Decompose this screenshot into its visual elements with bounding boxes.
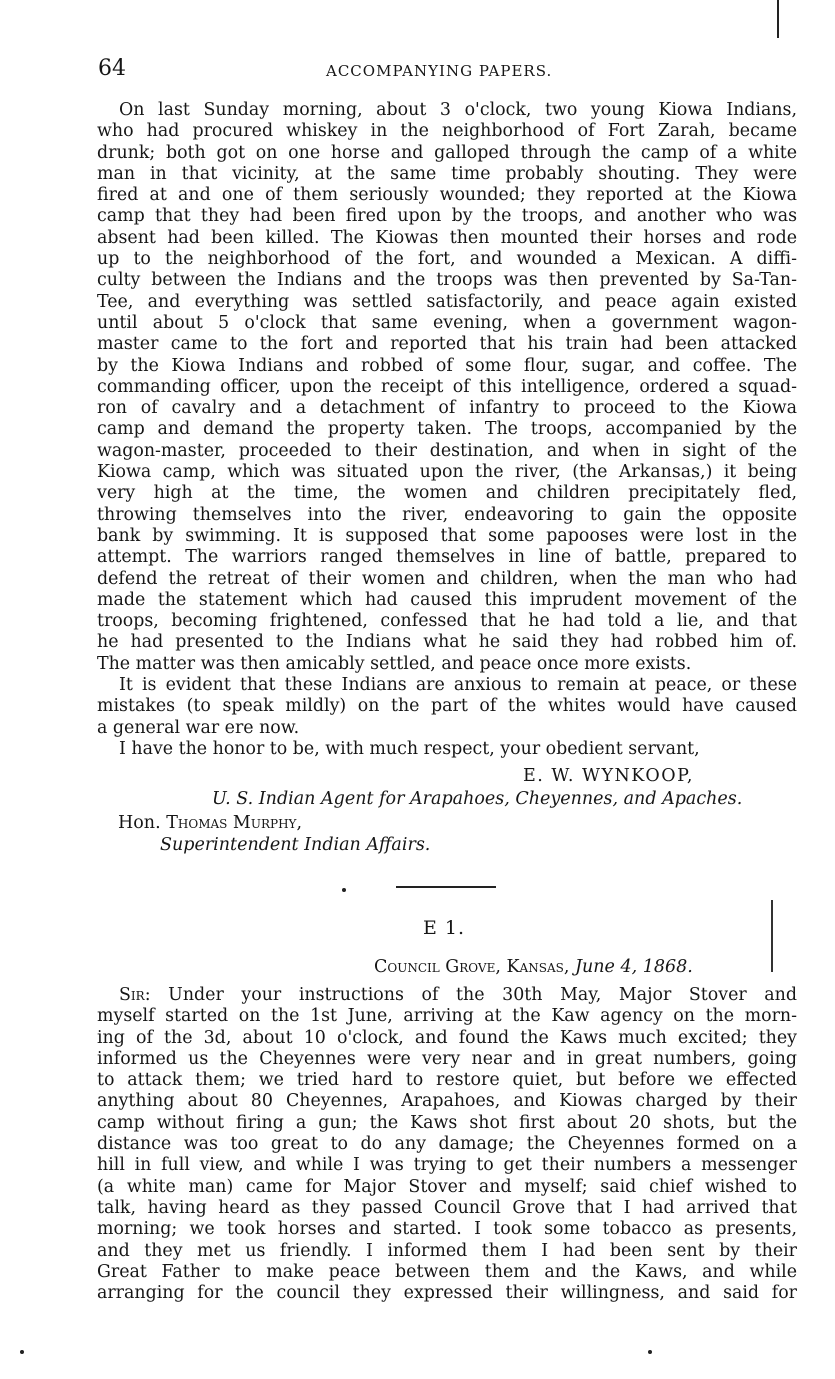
- letter-line: wagon-master, proceeded to their destination, and when in sight of the: [97, 440, 797, 461]
- report-line: informed us the Cheyennes were very near and in great numbers, going: [97, 1048, 797, 1069]
- report-line: ing of the 3d, about 10 o'clock, and found the Kaws much excited; they: [97, 1027, 797, 1048]
- section-heading: E 1.: [423, 917, 466, 939]
- print-speck: [648, 1350, 652, 1354]
- report-line: camp without firing a gun; the Kaws shot first about 20 shots, but the: [97, 1112, 797, 1133]
- letter-line: master came to the fort and reported that his train had been attacked: [97, 334, 797, 355]
- letter-body: [97, 100, 797, 760]
- report-line: Great Father to make peace between them and the Kaws, and while: [97, 1261, 797, 1282]
- report-line: distance was too great to do any damage; the Cheyennes formed on a: [97, 1134, 797, 1155]
- letter-line: The matter was then amicably settled, and peace once more exists.: [97, 653, 692, 674]
- report-first-line: [97, 985, 797, 1006]
- report-line: hill in full view, and while I was trying to get their numbers a messenger: [97, 1155, 797, 1176]
- letter-line: On last Sunday morning, about 3 o'clock, two young Kiowa Indians,: [119, 100, 797, 120]
- signature-title: U. S. Indian Agent for Arapahoes, Cheyennes, and Apaches.: [212, 789, 743, 809]
- letter-line: drunk; both got on one horse and galloped through the camp of a white: [97, 142, 797, 163]
- report-lines: [97, 1006, 797, 1304]
- print-speck: [20, 1350, 24, 1354]
- margin-rule-top: [777, 0, 779, 38]
- letter-line: I have the honor to be, with much respect, your obedient servant,: [119, 738, 700, 759]
- letter-line: who had procured whiskey in the neighborhood of Fort Zarah, became: [97, 121, 797, 142]
- letter-line: up to the neighborhood of the fort, and wounded a Mexican. A diffi-: [97, 249, 797, 270]
- letter-line: troops, becoming frightened, confessed that he had told a lie, and that: [97, 611, 797, 632]
- letter-line: attempt. The warriors ranged themselves in line of battle, prepared to: [97, 547, 797, 568]
- print-speck: [342, 888, 346, 892]
- letter-line: fired at and one of them seriously wounded; they reported at the Kiowa: [97, 185, 797, 206]
- report-line: talk, having heard as they passed Council Grove that I had arrived that: [97, 1197, 797, 1218]
- report-line: and they met us friendly. I informed them I had been sent by their: [97, 1240, 797, 1261]
- report-line: myself started on the 1st June, arriving at the Kaw agency on the morn-: [97, 1006, 797, 1027]
- addressee: [118, 813, 302, 833]
- addressee-name: Thomas Murphy,: [166, 813, 303, 833]
- letter-line: camp that they had been fired upon by the troops, and another who was: [97, 206, 797, 227]
- letter-line: he had presented to the Indians what he said they had robbed him of.: [97, 632, 797, 653]
- signature-name: E. W. WYNKOOP,: [523, 766, 694, 786]
- margin-rule-side: [771, 900, 773, 972]
- dateline: [374, 957, 693, 977]
- letter-line: very high at the time, the women and children precipitately fled,: [97, 483, 797, 504]
- letter-line: throwing themselves into the river, endeavoring to gain the opposite: [97, 504, 797, 525]
- letter-line: camp and demand the property taken. The troops, accompanied by the: [97, 419, 797, 440]
- letter-line: ron of cavalry and a detachment of infantry to proceed to the Kiowa: [97, 398, 797, 419]
- letter-line: made the statement which had caused this imprudent movement of the: [97, 589, 797, 610]
- addressee-prefix: Hon.: [118, 813, 161, 833]
- report-line: arranging for the council they expressed their willingness, and said for: [97, 1283, 797, 1304]
- letter-line: man in that vicinity, at the same time probably shouting. They were: [97, 163, 797, 184]
- page-number: 64: [98, 56, 126, 81]
- letter-line: a general war ere now.: [97, 717, 300, 738]
- dateline-place: Council Grove, Kansas,: [374, 957, 570, 977]
- letter-line: defend the retreat of their women and children, when the man who had: [97, 568, 797, 589]
- letter-line: mistakes (to speak mildly) on the part of the whites would have caused: [97, 696, 797, 717]
- letter-line: absent had been killed. The Kiowas then mounted their horses and rode: [97, 227, 797, 248]
- addressee-title: Superintendent Indian Affairs.: [160, 835, 431, 855]
- letter-line: by the Kiowa Indians and robbed of some flour, sugar, and coffee. The: [97, 355, 797, 376]
- letter-line: It is evident that these Indians are anxious to remain at peace, or these: [119, 675, 797, 696]
- letter-line: culty between the Indians and the troops was then prevented by Sa-Tan-: [97, 270, 797, 291]
- report-line: to attack them; we tried hard to restore quiet, but before we effected: [97, 1070, 797, 1091]
- letter-line: bank by swimming. It is supposed that some papooses were lost in the: [97, 525, 797, 546]
- running-head: ACCOMPANYING PAPERS.: [326, 62, 553, 80]
- report-line: morning; we took horses and started. I took some tobacco as presents,: [97, 1219, 797, 1240]
- letter-line: Kiowa camp, which was situated upon the river, (the Arkansas,) it being: [97, 462, 797, 483]
- letter-line: commanding officer, upon the receipt of this intelligence, ordered a squad-: [97, 376, 797, 397]
- letter-line: Tee, and everything was settled satisfactorily, and peace again existed: [97, 291, 797, 312]
- report-body: [97, 985, 797, 1304]
- section-divider: [396, 886, 496, 888]
- letter-line: until about 5 o'clock that same evening, when a government wagon-: [97, 312, 797, 333]
- report-line: (a white man) came for Major Stover and myself; said chief wished to: [97, 1176, 797, 1197]
- report-first-line-text: Under your instructions of the 30th May, Major Stover and: [150, 985, 797, 1005]
- salutation: Sir:: [119, 985, 151, 1005]
- dateline-date: June 4, 1868.: [574, 957, 693, 977]
- report-line: anything about 80 Cheyennes, Arapahoes, and Kiowas charged by their: [97, 1091, 797, 1112]
